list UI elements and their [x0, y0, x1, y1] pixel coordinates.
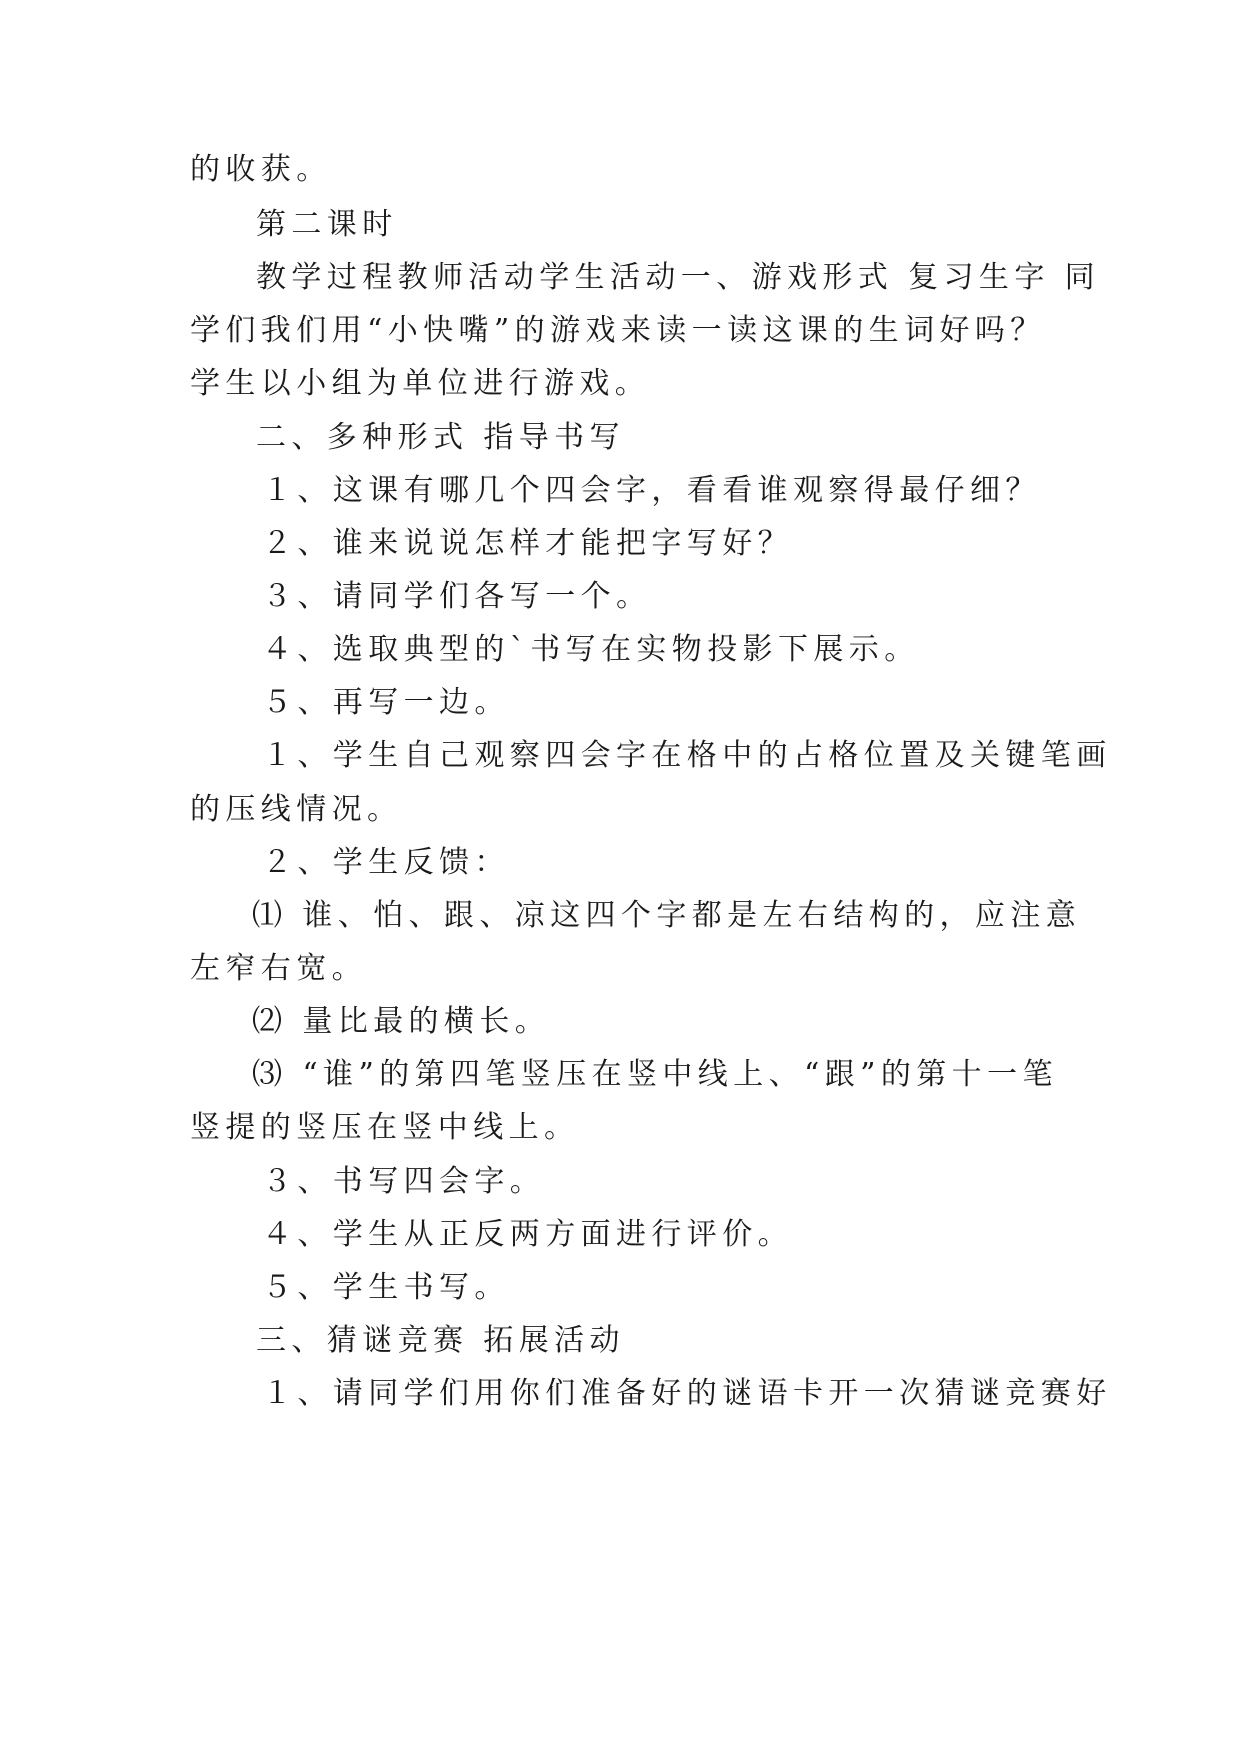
list-item: ２、谁来说说怎样才能把字写好？: [262, 526, 793, 561]
text-line: 学生以小组为单位进行游戏。: [190, 366, 651, 401]
list-item: １、请同学们用你们准备好的谜语卡开一次猜谜竞赛好: [262, 1376, 1112, 1411]
text-line: 左窄右宽。: [190, 951, 367, 986]
text-line: 竖提的竖压在竖中线上。: [190, 1110, 580, 1145]
list-item: ５、学生书写。: [262, 1270, 510, 1305]
section-heading: 第二课时: [256, 207, 398, 242]
list-item: ３、请同学们各写一个。: [262, 579, 652, 614]
list-item: ５、再写一边。: [262, 685, 510, 720]
list-item: ⑴ 谁、怕、跟、凉这四个字都是左右结构的，应注意: [252, 898, 1082, 933]
section-heading: 二、多种形式 指导书写: [256, 420, 625, 455]
list-item: １、这课有哪几个四会字，看看谁观察得最仔细？: [262, 473, 1041, 508]
text-line: 的压线情况。: [190, 792, 403, 827]
list-item: １、学生自己观察四会字在格中的占格位置及关键笔画: [262, 738, 1112, 773]
section-heading: 三、猜谜竞赛 拓展活动: [256, 1323, 625, 1358]
list-item: ４、学生从正反两方面进行评价。: [262, 1217, 793, 1252]
text-line: 学们我们用“小快嘴”的游戏来读一读这课的生词好吗？: [190, 313, 1046, 348]
list-item: ４、选取典型的`书写在实物投影下展示。: [262, 632, 920, 667]
list-item: ⑵ 量比最的横长。: [252, 1004, 551, 1039]
list-item: ３、书写四会字。: [262, 1164, 546, 1199]
list-item: ⑶ “谁”的第四笔竖压在竖中线上、“跟”的第十一笔: [252, 1057, 1058, 1092]
text-line: 的收获。: [190, 152, 332, 187]
list-item: ２、学生反馈：: [262, 845, 510, 880]
text-line: 教学过程教师活动学生活动一、游戏形式 复习生字 同: [256, 260, 1101, 295]
